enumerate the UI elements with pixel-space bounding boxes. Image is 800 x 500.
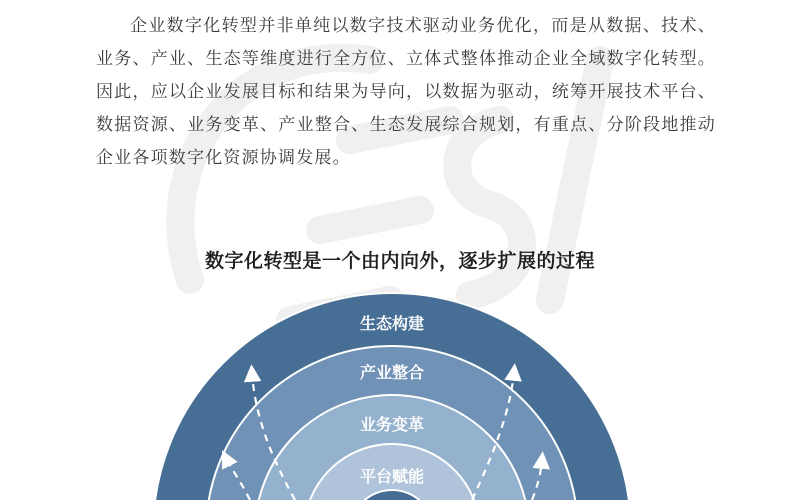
layer-label-industry: 产业整合 [359, 363, 425, 382]
figure-title: 数字化转型是一个由内向外，逐步扩展的过程 [204, 250, 595, 272]
layer-label-business: 业务变革 [359, 415, 425, 434]
layer-label-platform: 平台赋能 [359, 467, 425, 486]
body-paragraph: 企业数字化转型并非单纯以数字技术驱动业务优化，而是从数据、技术、业务、产业、生态等维度进行全方位、立体式整体推动企业全域数字化转型。因此，应以企业发展目标和结果为导向，以数据为驱动，统筹开展技术平台、数据资源、业务变革、产业整合、生态发展综合规划，有重点、分阶段地推动企业各项数字化资源协调发展。 [96, 16, 716, 168]
layer-label-ecosystem: 生态构建 [359, 314, 425, 333]
